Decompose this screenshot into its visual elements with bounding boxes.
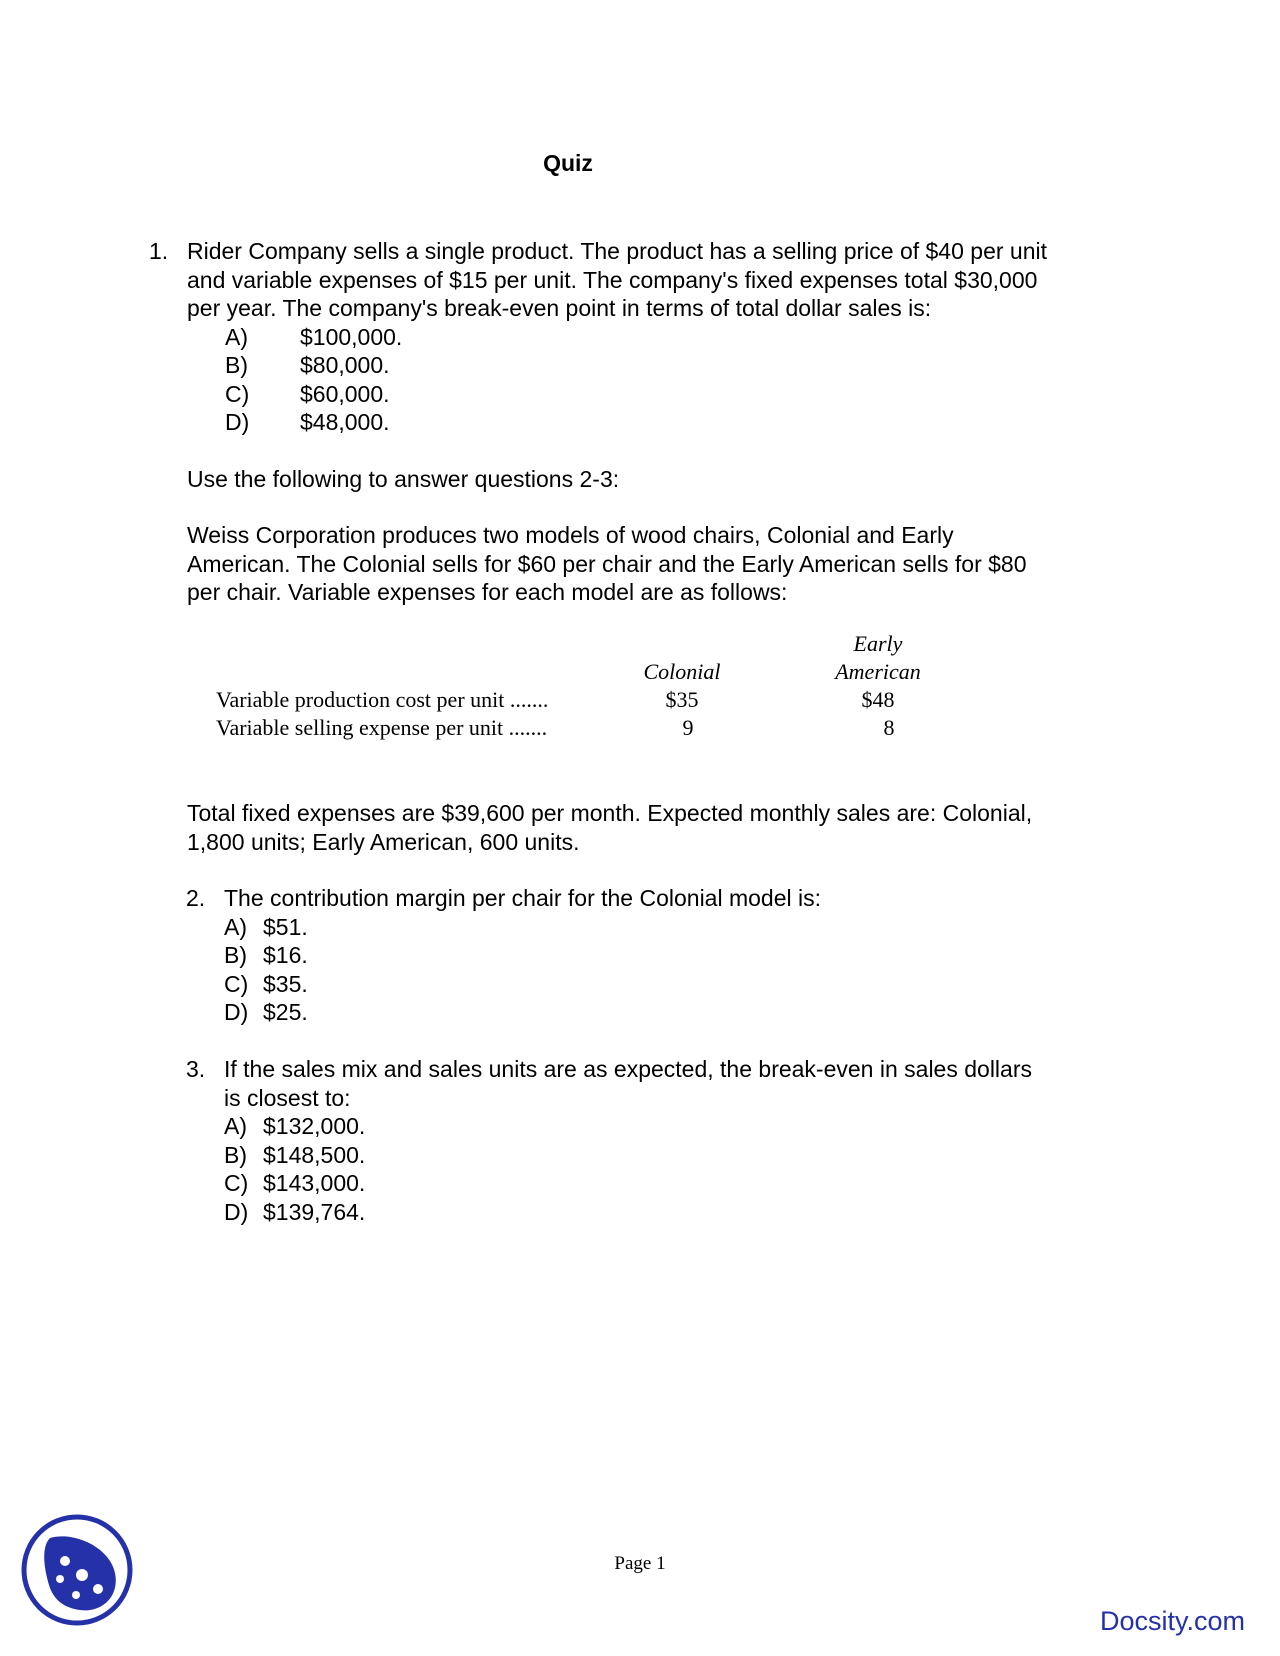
option-text: $100,000. — [300, 323, 403, 350]
answer-option — [224, 1169, 1126, 1198]
question-text: The contribution margin per chair for the Colonial model is: — [224, 885, 822, 911]
scenario-line: Weiss Corporation produces two models of wood chairs, Colonial and Early — [187, 522, 954, 548]
option-letter: A) — [225, 323, 248, 350]
answer-option — [224, 1141, 1126, 1170]
question-number: 3. — [186, 1056, 206, 1082]
fixed-expenses-text — [187, 799, 1127, 856]
answer-option — [224, 1198, 1126, 1227]
answer-options — [225, 323, 1129, 437]
question-line: per year. The company's break-even point in terms of total dollar sales is: — [187, 295, 932, 321]
fixed-line: 1,800 units; Early American, 600 units. — [187, 828, 580, 855]
answer-option — [225, 323, 1129, 352]
option-letter: C) — [224, 970, 249, 997]
option-letter: B) — [224, 942, 247, 968]
question-1 — [149, 237, 1129, 437]
question-3 — [186, 1055, 1126, 1226]
answer-option — [225, 408, 1129, 437]
cell-early-american: $48 — [861, 687, 895, 712]
option-text: $60,000. — [300, 380, 390, 407]
option-letter: D) — [224, 999, 249, 1025]
page-number: Page 1 — [614, 1553, 666, 1574]
option-text: $132,000. — [263, 1113, 366, 1139]
fixed-line: Total fixed expenses are $39,600 per month. Expected monthly sales are: Colonial, — [187, 800, 1033, 826]
intro-text: Use the following to answer questions 2-3: — [187, 466, 620, 492]
cell-colonial: $35 — [665, 687, 699, 712]
answer-option — [224, 970, 1126, 999]
option-letter: D) — [224, 1198, 249, 1225]
option-letter: A) — [224, 1113, 247, 1139]
option-letter: C) — [225, 380, 250, 407]
question-line: and variable expenses of $15 per unit. The company's fixed expenses total $30,000 — [187, 266, 1038, 293]
brand-link[interactable]: Docsity.com — [1100, 1606, 1246, 1636]
answer-option — [224, 941, 1126, 970]
question-line: is closest to: — [224, 1084, 351, 1111]
answer-option — [224, 998, 1126, 1027]
page-title: Quiz — [543, 150, 593, 176]
option-letter: C) — [224, 1170, 249, 1196]
question-number: 1. — [149, 238, 169, 264]
option-letter: B) — [225, 352, 248, 378]
option-text: $143,000. — [263, 1170, 366, 1196]
option-text: $35. — [263, 970, 308, 997]
answer-options — [224, 913, 1126, 1027]
header-american: American — [835, 659, 921, 684]
scenario-line: per chair. Variable expenses for each model are as follows: — [187, 579, 788, 605]
row-label: Variable selling expense per unit ....... — [216, 715, 548, 740]
question-2 — [186, 884, 1126, 1027]
question-line: If the sales mix and sales units are as expected, the break-even in sales dollars — [224, 1056, 1032, 1082]
answer-option — [224, 1112, 1126, 1141]
question-text — [187, 237, 1129, 323]
header-early: Early — [853, 631, 903, 656]
question-text — [224, 1055, 1126, 1112]
option-letter: A) — [224, 913, 247, 940]
option-text: $80,000. — [300, 352, 390, 378]
option-letter: B) — [224, 1141, 247, 1168]
scenario-line: American. The Colonial sells for $60 per chair and the Early American sells for $80 — [187, 550, 1027, 577]
docsity-logo-icon — [20, 1513, 134, 1627]
row-label: Variable production cost per unit ....... — [216, 687, 549, 712]
question-number: 2. — [186, 885, 206, 911]
option-text: $139,764. — [263, 1198, 366, 1225]
answer-option — [225, 351, 1129, 380]
scenario-text — [187, 521, 1127, 607]
answer-options — [224, 1112, 1126, 1226]
header-colonial: Colonial — [643, 659, 721, 684]
cell-early-american: 8 — [883, 715, 895, 740]
answer-option — [225, 380, 1129, 409]
answer-option — [224, 913, 1126, 942]
cell-colonial: 9 — [682, 715, 694, 740]
option-letter: D) — [225, 409, 250, 435]
option-text: $51. — [263, 913, 308, 940]
option-text: $48,000. — [300, 409, 390, 435]
option-text: $25. — [263, 999, 308, 1025]
option-text: $16. — [263, 942, 308, 968]
question-line: Rider Company sells a single product. The product has a selling price of $40 per unit — [187, 238, 1047, 264]
option-text: $148,500. — [263, 1141, 366, 1168]
